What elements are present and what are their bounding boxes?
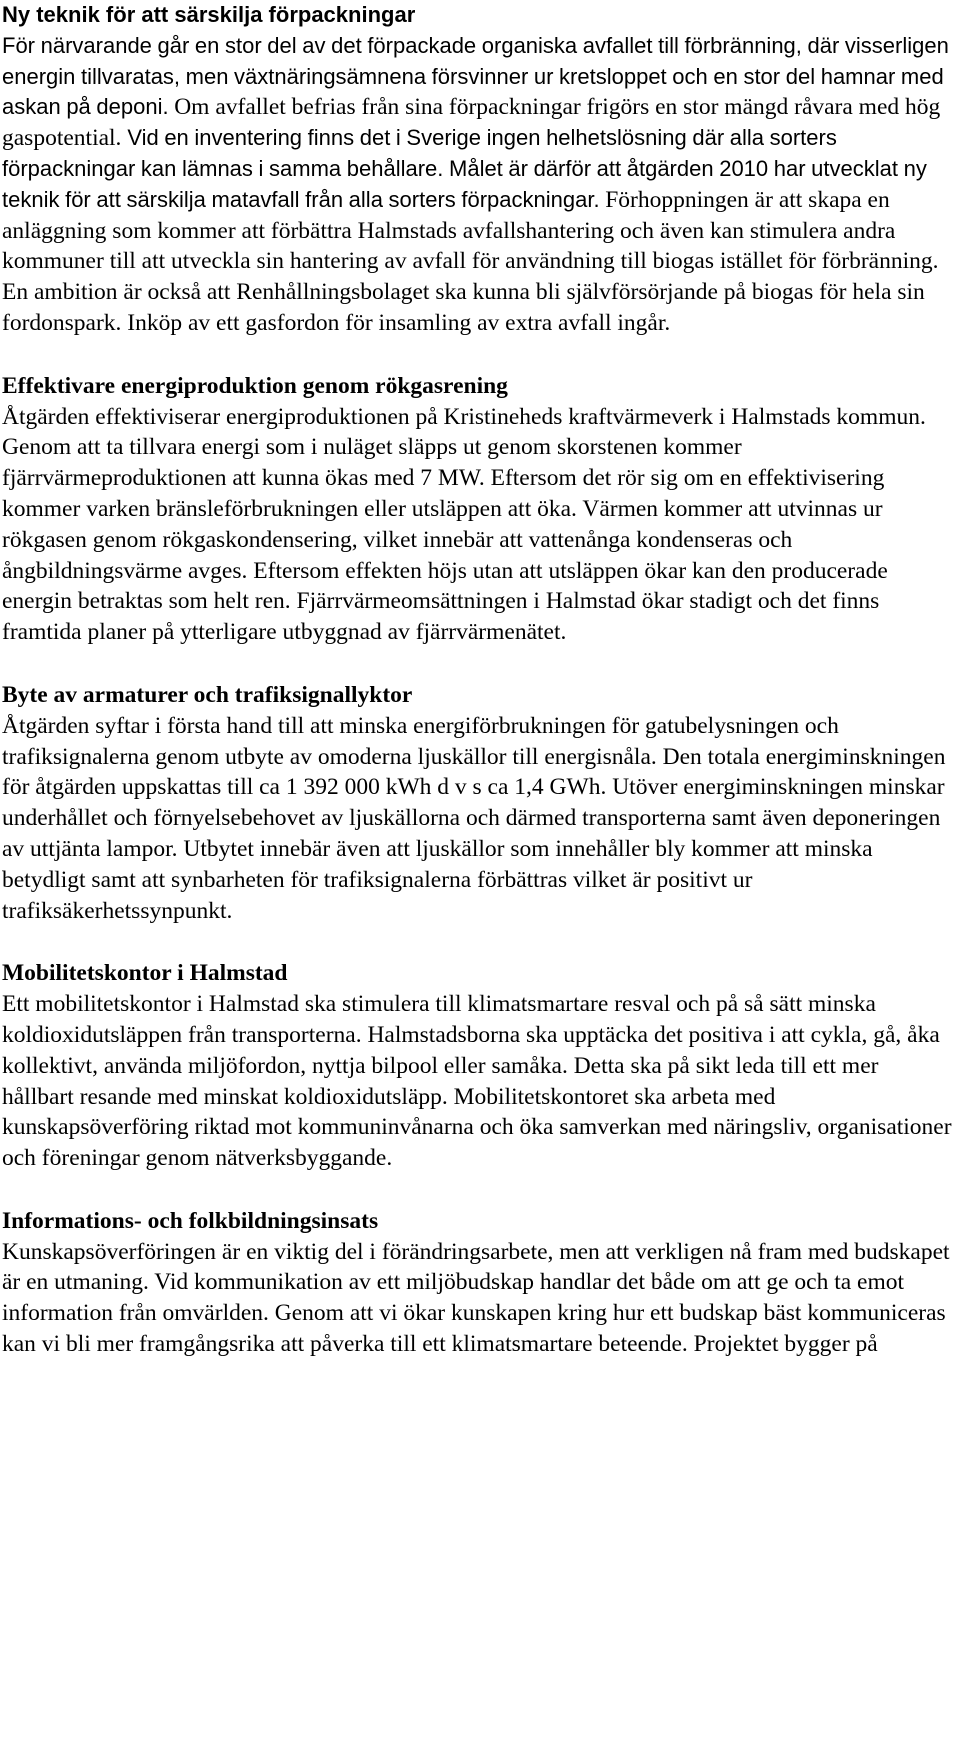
section-heading: Ny teknik för att särskilja förpackningar	[2, 2, 416, 27]
section-paragraph: Kunskapsöverföringen är en viktig del i förändringsarbete, men att verkligen nå fram med budskapet är en utmaning. Vid kommunikation av ett miljöbudskap handlar det både om att ge och ta emot information från omvärlden. Genom att vi ökar kunskapen kring hur ett budskap bäst kommuniceras kan vi bli mer framgångsrika att påverka till ett klimatsmartare beteende. Projektet bygger på	[2, 1238, 950, 1358]
section-heading: Mobilitetskontor i Halmstad	[2, 960, 288, 987]
paragraph-text-part: Om avfallet befrias från sina förpackningar frigörs en stor mängd råvara med hög gaspotential.	[2, 94, 941, 152]
section-heading: Effektivare energiproduktion genom rökgasrening	[2, 372, 508, 399]
section-paragraph: Åtgärden syftar i första hand till att minska energiförbrukningen för gatubelysningen och trafiksignalerna genom utbyte av omoderna ljuskällor till energisnåla. Den totala energiminskningen för åtgärden uppskattas till ca 1 392 000 kWh d v s ca 1,4 GWh. Utöver energiminskningen minskar underhållet och förnyelsebehovet av ljuskällorna och därmed transporterna samt även deponeringen av uttjänta lampor. Utbytet innebär även att ljuskällor som innehåller bly kommer att minska betydligt samt att synbarheten för trafiksignalerna förbättras vilket är positivt ur trafiksäkerhetssynpunkt.	[2, 712, 946, 924]
section-paragraph: Ett mobilitetskontor i Halmstad ska stimulera till klimatsmartare resval och på så sätt minska koldioxidutsläppen från transporterna. Halmstadsborna ska upptäcka det positiva i att cykla, gå, åka kollektivt, använda miljöfordon, nyttja bilpool eller samåka. Detta ska på sikt leda till ett mer hållbart resande med minskat koldioxidutsläpp. Mobilitetskontoret ska arbeta med kunskapsöverföring riktad mot kommuninvånarna och öka samverkan med näringsliv, organisationer och föreningar genom nätverksbyggande.	[2, 991, 952, 1172]
section-heading: Informations- och folkbildningsinsats	[2, 1207, 379, 1234]
section-mobilitetskontor	[2, 958, 956, 1174]
paragraph-text-part: För närvarande går en stor del av det förpackade organiska avfallet till förbränning, där visserligen energin tillvaratas, men växtnäringsämnena försvinner ur kretsloppet och en stor del hamnar med askan på deponi.	[2, 32, 949, 120]
paragraph-text-part: Förhoppningen är att skapa en anläggning som kommer att förbättra Halmstads avfallshantering och även kan stimulera andra kommuner till att utveckla sin hantering av avfall för användning till biogas istället för förbränning. En ambition är också att Renhållningsbolaget ska kunna bli självförsörjande på biogas för hela sin fordonspark. Inköp av ett gasfordon för insamling av extra avfall ingår.	[2, 186, 939, 336]
paragraph-text-part: Vid en inventering finns det i Sverige ingen helhetslösning där alla sorters förpackningar kan lämnas i samma behållare. Målet är därför att åtgärden 2010 har utvecklat ny teknik för att särskilja matavfall från alla sorters förpackningar.	[2, 125, 927, 212]
section-rokgasrening	[2, 371, 956, 648]
section-paragraph	[2, 31, 956, 339]
section-paragraph: Åtgärden effektiviserar energiproduktionen på Kristineheds kraftvärmeverk i Halmstads kommun. Genom att ta tillvara energi som i nuläget släpps ut genom skorstenen kommer fjärrvärmeproduktionen att kunna ökas med 7 MW. Eftersom det rör sig om en effektivisering kommer varken bränsleförbrukningen eller utsläppen att öka. Värmen kommer att utvinnas ur rökgasen genom rökgaskondensering, vilket innebär att vattenånga kondenseras och ångbildningsvärme avges. Eftersom effekten höjs utan att utsläppen ökar kan den producerade energin betraktas som helt ren. Fjärrvärmeomsättningen i Halmstad ökar stadigt och det finns framtida planer på ytterligare utbyggnad av fjärrvärmenätet.	[2, 403, 926, 646]
section-forpackningar	[2, 0, 956, 339]
section-folkbildning	[2, 1206, 956, 1360]
section-heading: Byte av armaturer och trafiksignallyktor	[2, 681, 413, 708]
section-armaturer	[2, 680, 956, 926]
